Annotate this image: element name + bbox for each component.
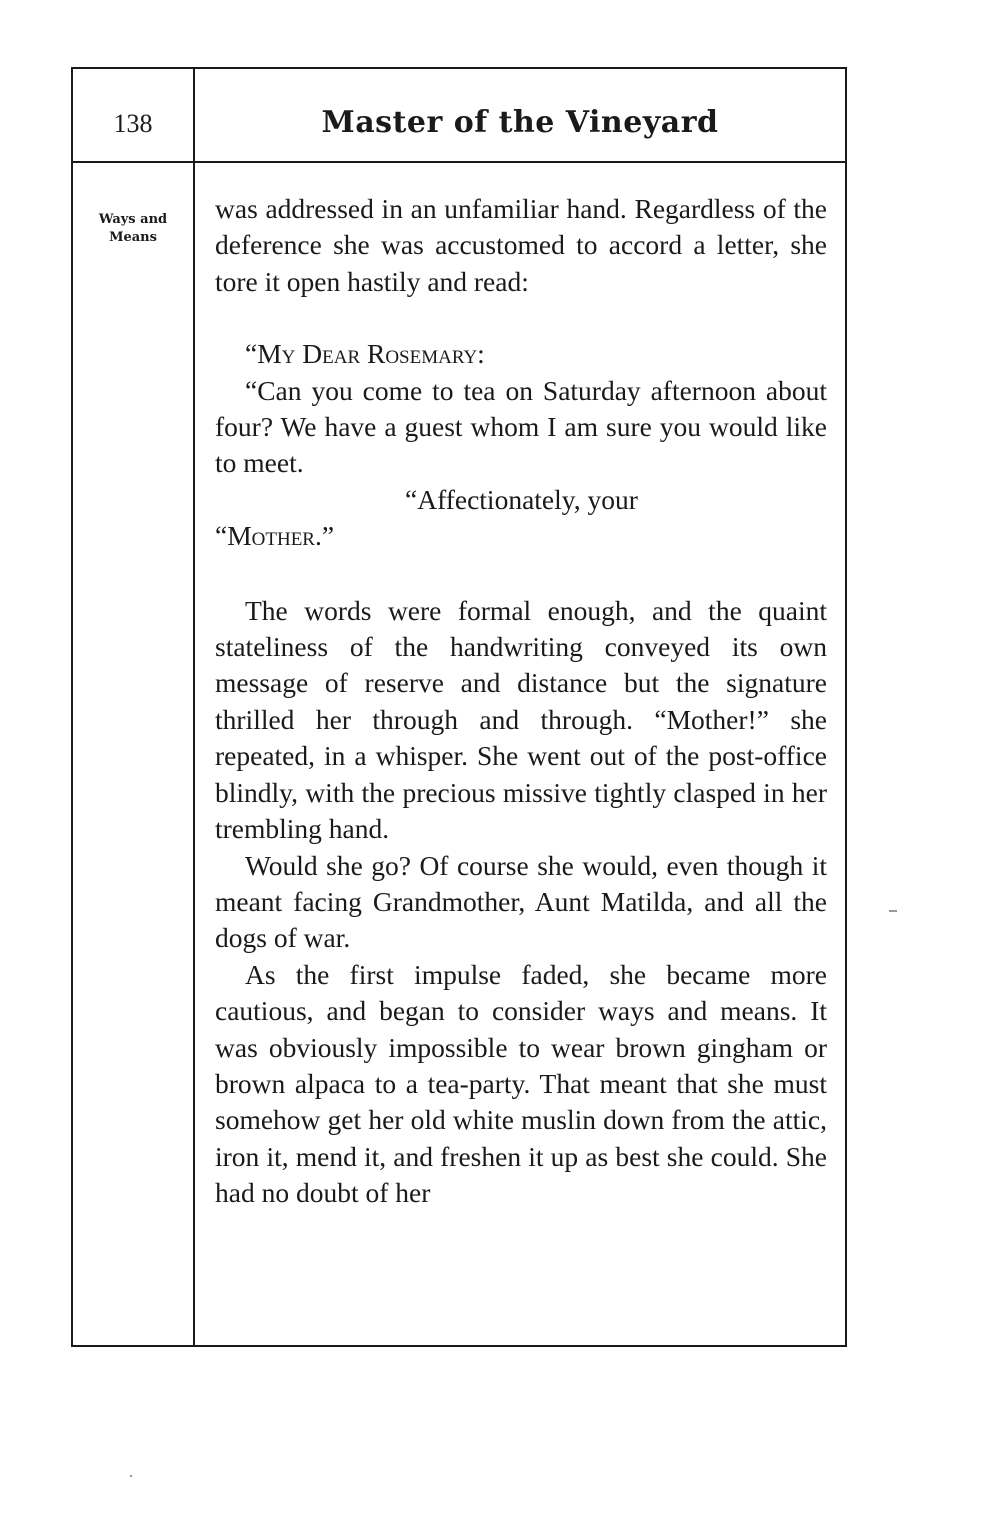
paragraph: The words were formal enough, and the quaint stateliness of the handwriting conveyed its own message of reserve and distance but the signature thrilled her through and through. “Mother!” she repeated, in a whisper. She went out of the post-office blindly, with the precious missive tightly clasped in her trembling hand. xyxy=(215,594,827,845)
page-frame xyxy=(71,67,847,1347)
margin-column-rule xyxy=(193,69,195,1345)
running-head: Master of the Vineyard xyxy=(321,105,719,140)
stray-mark xyxy=(889,910,897,912)
side-note xyxy=(77,211,189,247)
letter-closing: “Affectionately, your xyxy=(405,483,638,515)
paragraph: was addressed in an unfamiliar hand. Regardless of the deference she was accustomed to accord a letter, she tore it open hastily and read: xyxy=(215,193,827,297)
side-note-line: Means xyxy=(109,230,157,245)
body-text xyxy=(215,191,827,1212)
page-number: 138 xyxy=(113,109,153,138)
header-rule xyxy=(73,161,845,163)
side-note-line: Ways and xyxy=(98,212,168,227)
stray-mark xyxy=(130,1475,132,1477)
letter-body: “Can you come to tea on Saturday afternoon about four? We have a guest whom I am sure you would like to meet. xyxy=(215,374,827,479)
letter-salutation: “My Dear Rosemary: xyxy=(245,338,485,370)
paragraph: Would she go? Of course she would, even though it meant facing Grandmother, Aunt Matilda, and all the dogs of war. xyxy=(215,849,827,954)
letter-signature: “Mother.” xyxy=(215,520,335,552)
paragraph: As the first impulse faded, she became more cautious, and began to consider ways and means. It was obviously impossible to wear brown gingham or brown alpaca to a tea-party. That meant that she must somehow get her old white muslin down from the attic, iron it, mend it, and freshen it up as best she could. She had no doubt of her xyxy=(215,958,827,1209)
